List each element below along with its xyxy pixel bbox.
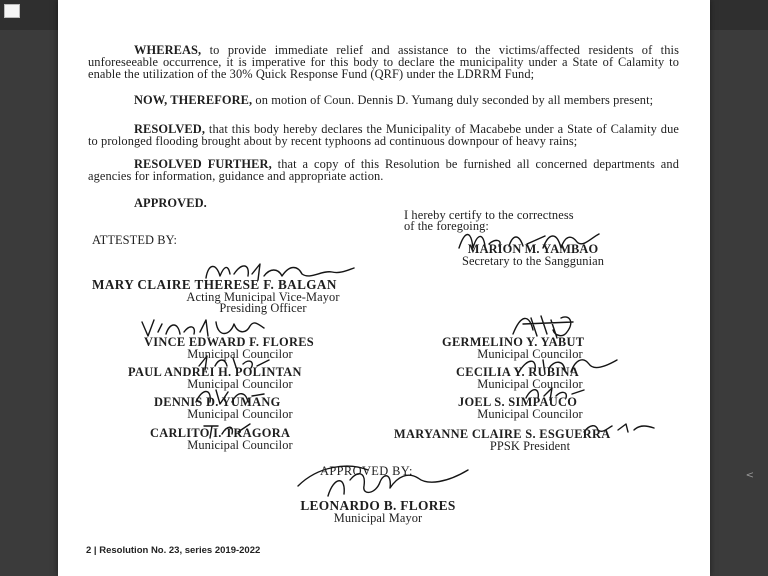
councilor-title-6: Municipal Councilor [477, 407, 583, 421]
vice-mayor-title: Acting Municipal Vice-Mayor [186, 290, 340, 304]
councilor-name-2: GERMELINO Y. YABUT [442, 335, 585, 349]
resolved-paragraph: RESOLVED, that this body hereby declares the Municipality of Macabebe under a State of Calamity due to prolonged flooding brought about by recent typhoons ad continuous downpour of heavy rains; [88, 122, 679, 149]
councilor-title-4: Municipal Councilor [477, 377, 583, 391]
vice-mayor-name: MARY CLAIRE THERESE F. BALGAN [92, 277, 337, 292]
resolved-further-paragraph: RESOLVED FURTHER, that a copy of this Resolution be furnished all concerned departments and agencies for information, guidance and appropriate action. [88, 157, 679, 184]
page-thumbnail-icon[interactable] [4, 4, 20, 18]
attested-by-label: ATTESTED BY: [92, 233, 178, 247]
whereas-paragraph: WHEREAS, to provide immediate relief and assistance to the victims/affected residents of this unforeseeable occurrence, it is imperative for this body to declare the municipality under a State of Calamity to enable the utilization of the 30% Quick Response Fund (QRF) under the LDRRM Fund; [88, 43, 679, 82]
secretary-name: MARION M. YAMBAO [467, 242, 599, 256]
certification-line1: I hereby certify to the correctness [404, 208, 574, 222]
presiding-officer-title: Presiding Officer [219, 301, 307, 315]
councilor-name-3: PAUL ANDREI H. POLINTAN [128, 365, 302, 379]
therefore-paragraph: NOW, THEREFORE, on motion of Coun. Dennis D. Yumang duly seconded by all members present; [134, 93, 654, 107]
mayor-name: LEONARDO B. FLORES [300, 498, 456, 513]
councilor-title-5: Municipal Councilor [187, 407, 293, 421]
councilor-title-2: Municipal Councilor [477, 347, 583, 361]
councilor-name-8: MARYANNE CLAIRE S. ESGUERRA [394, 427, 611, 441]
councilor-title-8: PPSK President [489, 439, 571, 453]
secretary-title: Secretary to the Sanggunian [461, 254, 605, 268]
councilor-title-3: Municipal Councilor [187, 377, 293, 391]
page-footer: 2 | Resolution No. 23, series 2019-2022 [86, 545, 261, 556]
councilor-title-1: Municipal Councilor [187, 347, 293, 361]
councilor-title-7: Municipal Councilor [187, 438, 293, 452]
councilor-name-4: CECILIA Y. RUBINA [456, 365, 579, 379]
councilor-name-7: CARLITO I. TRAGORA [150, 426, 291, 440]
document-page [58, 0, 710, 576]
certification-line2: of the foregoing: [404, 219, 489, 233]
councilor-name-1: VINCE EDWARD F. FLORES [144, 335, 314, 349]
councilor-name-5: DENNIS D. YUMANG [154, 395, 281, 409]
approved-by-label: APPROVED BY: [320, 464, 413, 478]
councilor-name-6: JOEL S. SIMPAUCO [458, 395, 578, 409]
approved-label: APPROVED. [134, 196, 207, 210]
scroll-indicator[interactable]: < [745, 470, 754, 481]
mayor-title: Municipal Mayor [333, 511, 423, 525]
